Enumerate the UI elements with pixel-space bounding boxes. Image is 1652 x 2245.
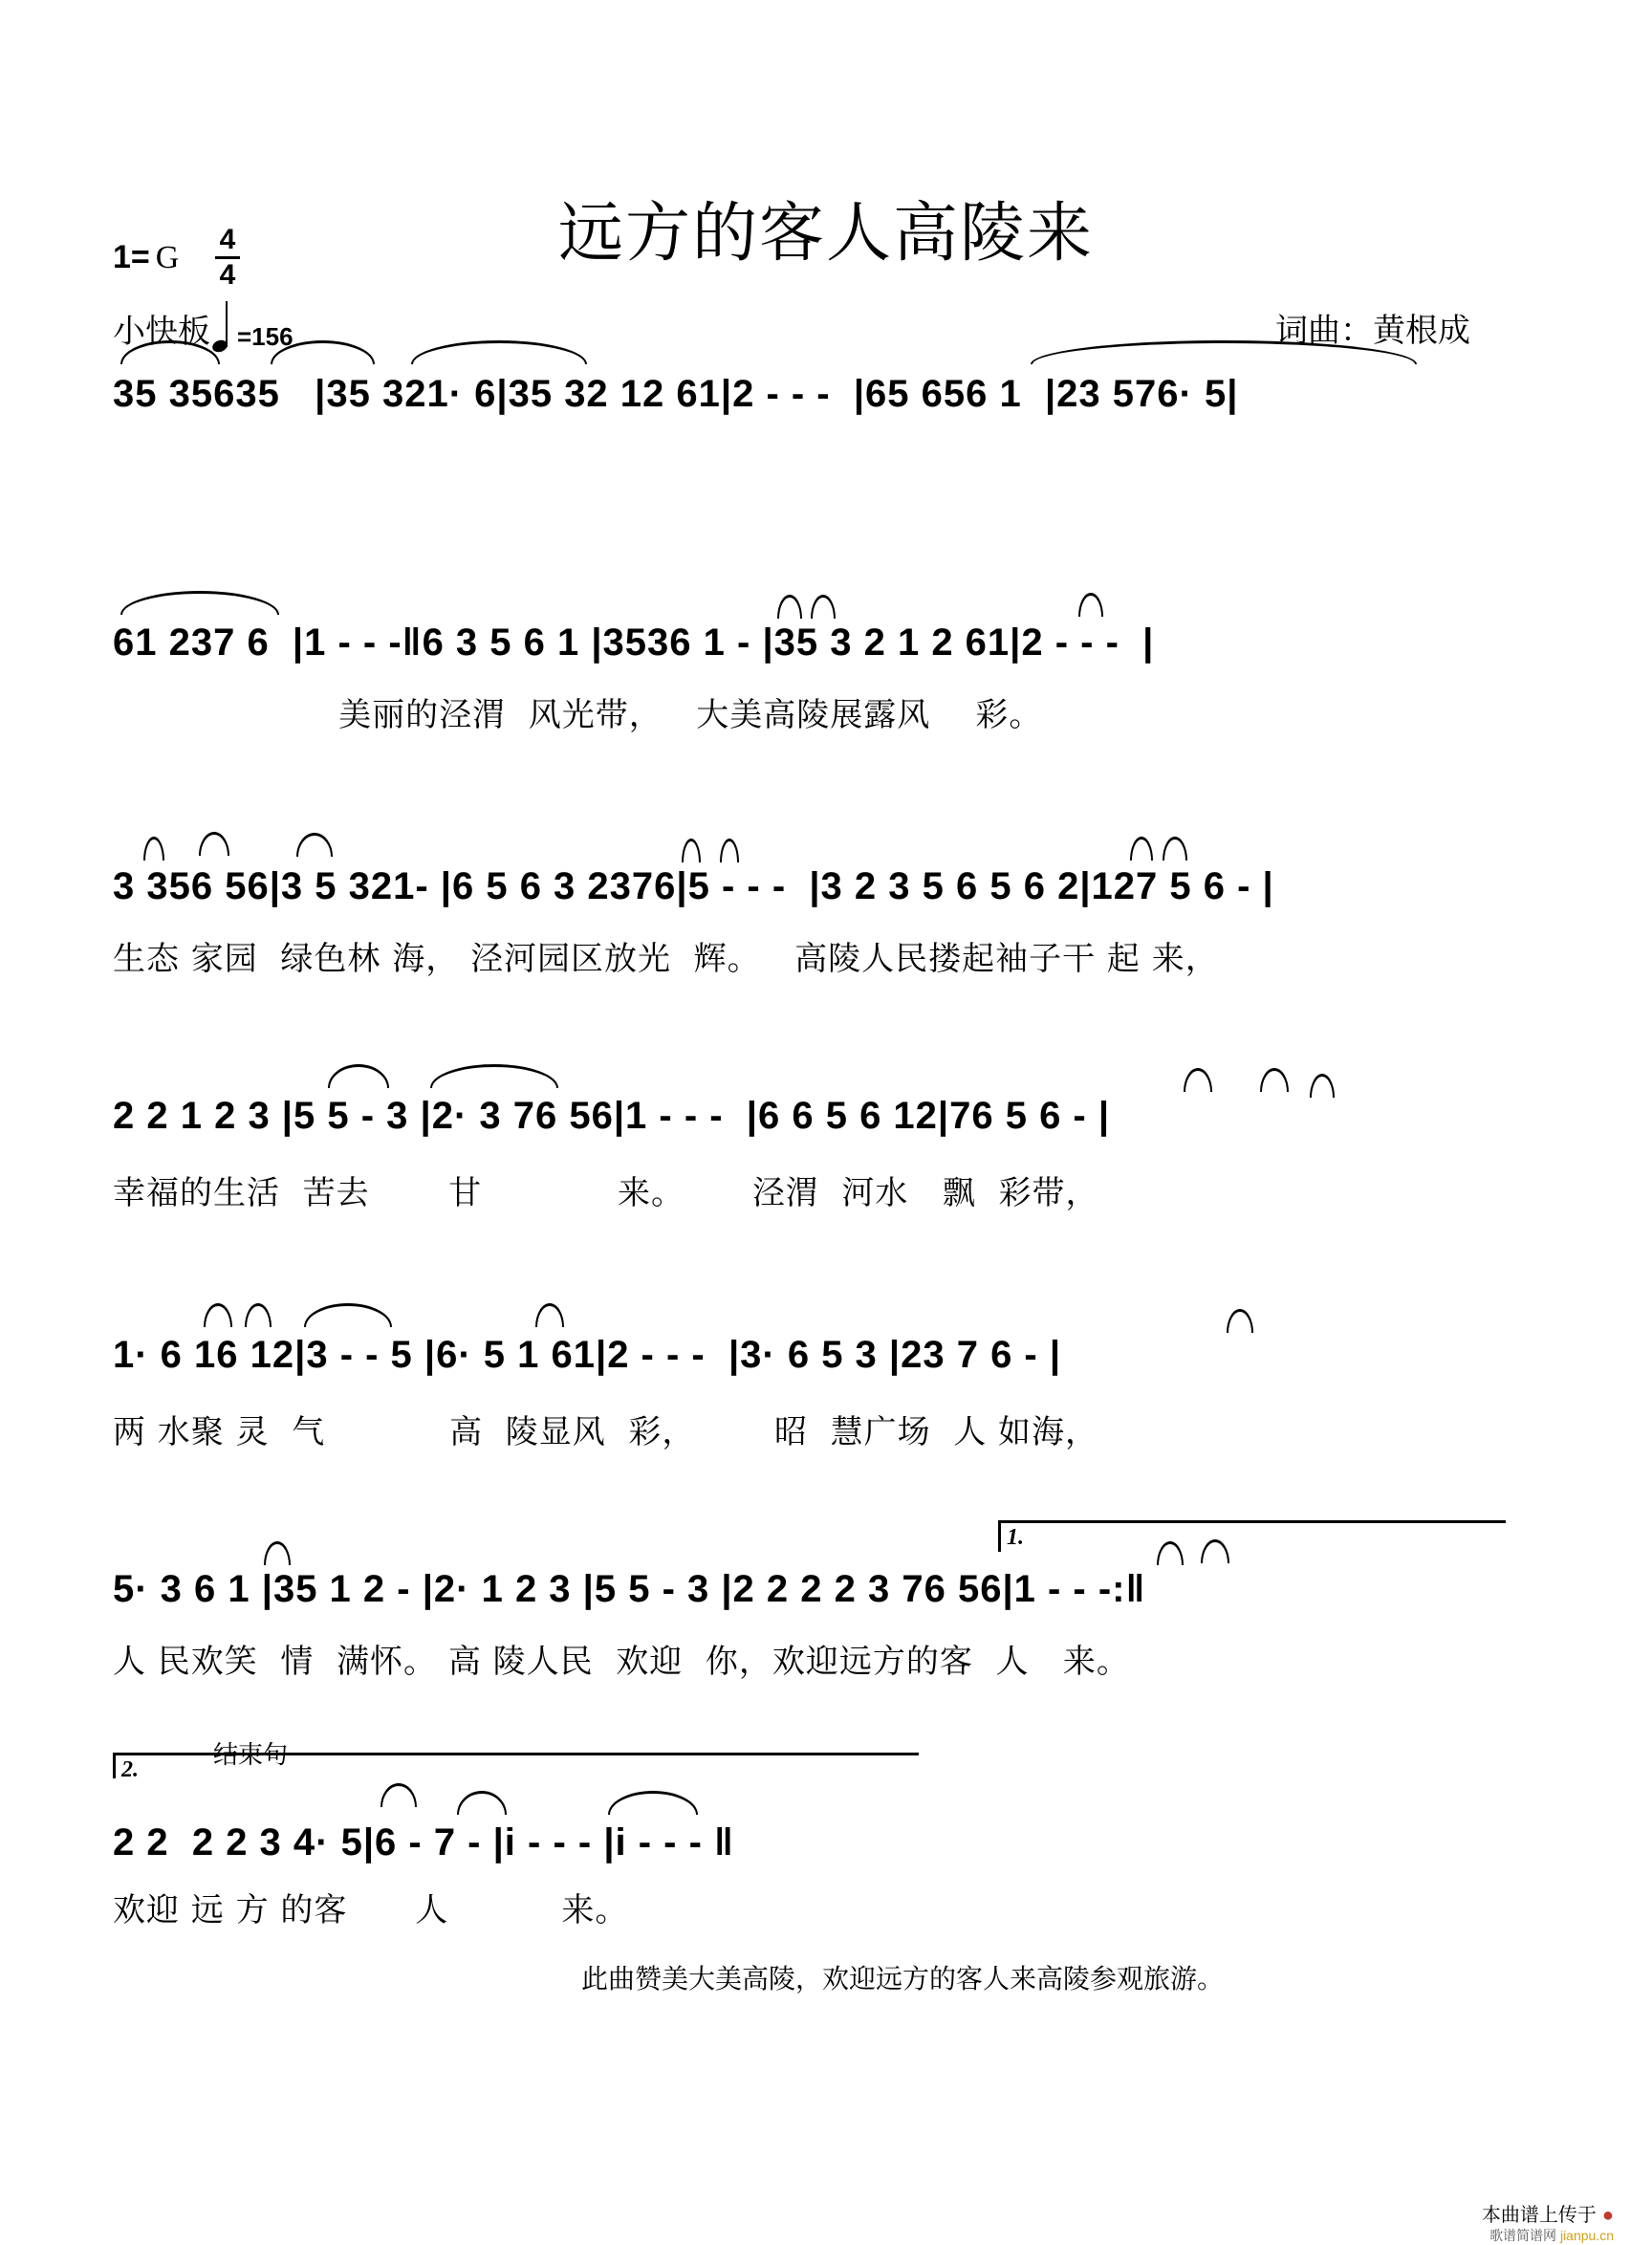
time-signature [215, 226, 240, 290]
credits: 词曲：黄根成 [1275, 312, 1470, 350]
tempo-term: 小快板 [113, 313, 210, 351]
lyrics: 两 水聚 灵 气 高 陵显风 彩， 昭 慧广场 人 如海， [113, 1413, 1099, 1451]
time-numerator: 4 [219, 224, 236, 255]
tempo-bpm: =156 [237, 322, 293, 351]
lyrics: 幸福的生活 苦去 甘 来。 泾渭 河水 飘 彩带， [113, 1174, 1099, 1212]
ending-label: 结束句 [213, 1741, 289, 1770]
key-prefix: 1= [113, 239, 150, 275]
key-signature [113, 239, 179, 276]
quarter-note-icon [212, 304, 231, 352]
notation: 2 2 1 2 3 |5 5 - 3 |2· 3 76 56|1 - - - |6 6 5 6 12|76 5 6 - | [113, 1095, 1111, 1137]
lyrics: 人 民欢笑 情 满怀。 高 陵人民 欢迎 你，欢迎远方的客 人 来。 [113, 1643, 1130, 1681]
key-note: G [155, 240, 180, 275]
notation: 5· 3 6 1 |35 1 2 - |2· 1 2 3 |5 5 - 3 |2 2 2 2 3 76 56|1 - - -:‖ [113, 1568, 1146, 1610]
notation: 35 35635 |35 321· 6|35 32 12 61|2 - - - |65 656 1 |23 576· 5| [113, 373, 1239, 415]
time-denominator: 4 [219, 259, 236, 291]
lyrics: 美丽的泾渭 风光带， 大美高陵展露风 彩。 [113, 696, 1043, 734]
watermark [1481, 2199, 1614, 2243]
volta-label: 2. [121, 1757, 139, 1782]
notation: 3 356 56|3 5 321- |6 5 6 3 2376|5 - - - |3 2 3 5 6 5 6 2|127 5 6 - | [113, 865, 1274, 907]
notation: 61 237 6 |1 - - -‖6 3 5 6 1 |3536 1 - |35 3 2 1 2 61|2 - - - | [113, 621, 1155, 664]
upload-text: 本曲谱上传于 [1481, 2205, 1597, 2226]
lyrics: 欢迎 远 方 的客 人 来。 [113, 1891, 629, 1929]
footnote: 此曲赞美大美高陵，欢迎远方的客人来高陵参观旅游。 [581, 1963, 1225, 1994]
notation: 2 2 2 2 3 4· 5|6 - 7 - |i - - - |i - - - ‖ [113, 1821, 734, 1864]
song-title: 远方的客人高陵来 [557, 196, 1094, 272]
lyrics: 生态 家园 绿色林 海， 泾河园区放光 辉。 高陵人民搂起袖子干 起 来， [113, 940, 1219, 978]
site-domain[interactable]: jianpu.cn [1559, 2228, 1614, 2243]
notation: 1· 6 16 12|3 - - 5 |6· 5 1 61|2 - - - |3· 6 5 3 |23 7 6 - | [113, 1334, 1062, 1376]
site-logo-icon: ● [1601, 2205, 1614, 2226]
volta-label: 1. [1007, 1525, 1024, 1550]
site-name: 歌谱简谱网 [1489, 2228, 1557, 2243]
first-ending-bracket [998, 1520, 1506, 1552]
